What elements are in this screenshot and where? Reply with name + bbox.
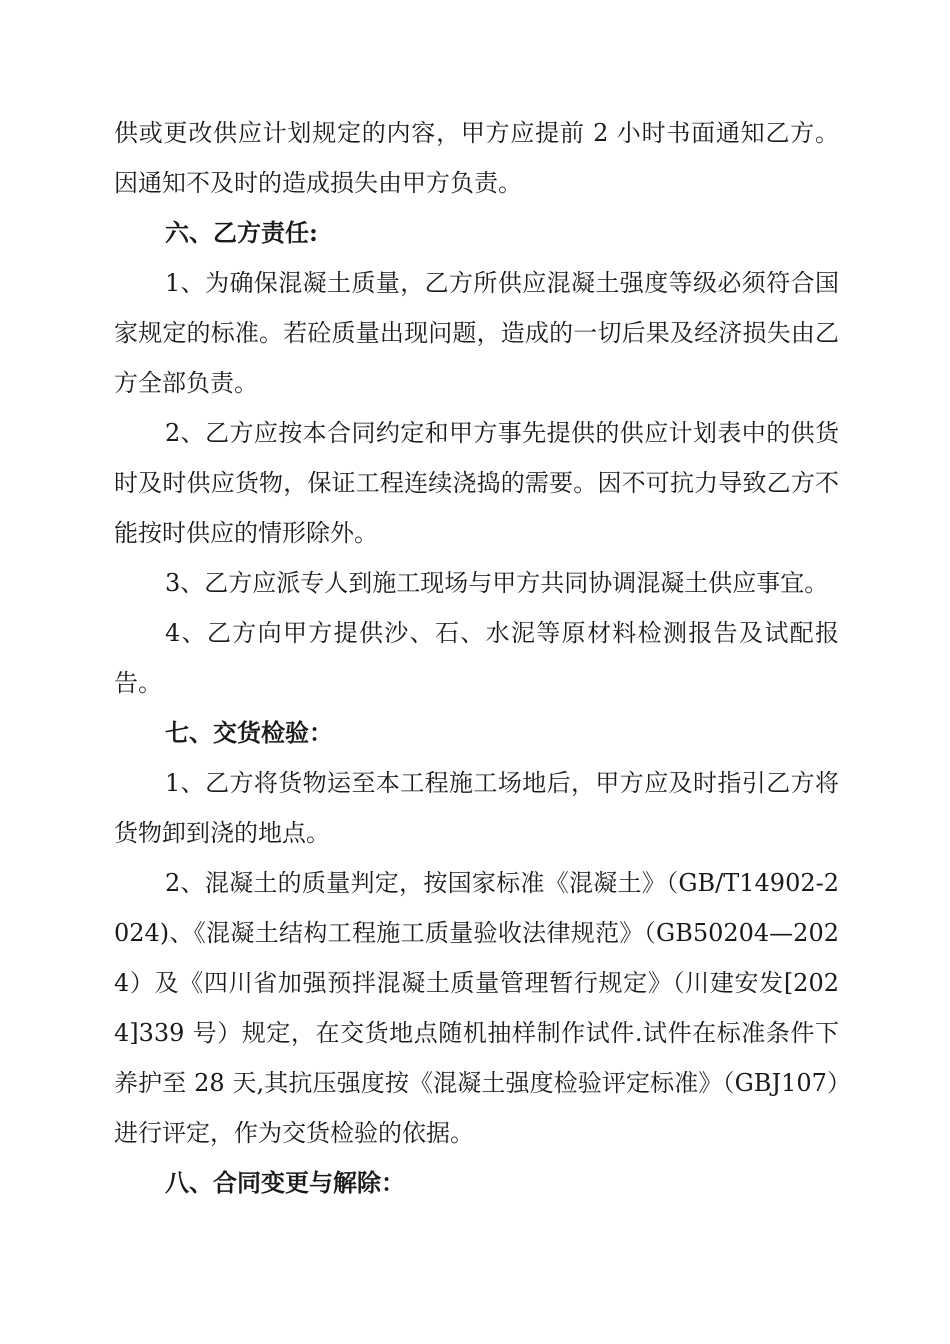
paragraph-notice-continuation: 供或更改供应计划规定的内容，甲方应提前 2 小时书面通知乙方。因通知不及时的造成损失由甲方负责。	[114, 119, 839, 197]
paragraph-7-2: 2、混凝土的质量判定，按国家标准《混凝土》（GB/T14902-2024)、《混凝土结构工程施工质量验收法律规范》（GB50204—2024）及《四川省加强预拌混凝土质量管理暂行规定》（川建安发[2024]339 号）规定，在交货地点随机抽样制作试件.试件在标准条件下养护至 28 天,其抗压强度按《混凝土强度检验评定标准》（GBJ107）进行评定，作为交货检验的依据。	[114, 869, 839, 1147]
heading-section-7: 七、交货检验：	[165, 718, 333, 747]
heading-section-6: 六、乙方责任:	[165, 218, 318, 247]
paragraph-6-2: 2、乙方应按本合同约定和甲方事先提供的供应计划表中的供货时及时供应货物，保证工程连续浇捣的需要。因不可抗力导致乙方不能按时供应的情形除外。	[114, 419, 839, 547]
document-page	[114, 108, 839, 1208]
paragraph-6-4: 4、乙方向甲方提供沙、石、水泥等原材料检测报告及试配报告。	[114, 619, 839, 697]
heading-section-8: 八、合同变更与解除：	[165, 1168, 405, 1197]
paragraph-6-3: 3、乙方应派专人到施工现场与甲方共同协调混凝土供应事宜。	[165, 569, 829, 597]
paragraph-6-1: 1、为确保混凝土质量，乙方所供应混凝土强度等级必须符合国家规定的标准。若砼质量出现问题，造成的一切后果及经济损失由乙方全部负责。	[114, 269, 839, 397]
paragraph-7-1: 1、乙方将货物运至本工程施工场地后，甲方应及时指引乙方将货物卸到浇的地点。	[114, 769, 839, 847]
